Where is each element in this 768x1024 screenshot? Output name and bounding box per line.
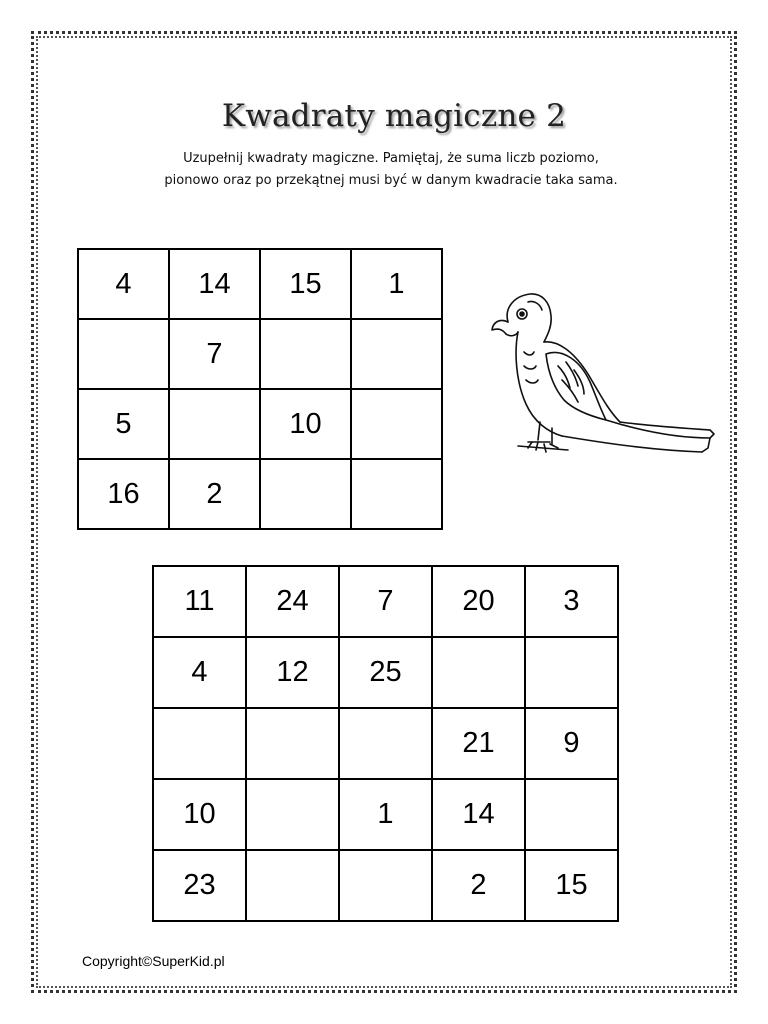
instructions-line-2: pionowo oraz po przekątnej musi być w danym kwadracie taka sama. [164,173,618,188]
grid-cell[interactable]: 7 [339,566,432,637]
grid-cell[interactable] [169,389,260,459]
parrot-illustration [478,282,718,464]
instructions-line-1: Uzupełnij kwadraty magiczne. Pamiętaj, że suma liczb poziomo, [183,151,599,166]
grid-cell[interactable] [351,389,442,459]
grid-cell[interactable] [351,459,442,529]
grid-cell[interactable] [339,708,432,779]
grid-cell[interactable] [432,637,525,708]
grid-cell[interactable] [339,850,432,921]
grid-cell[interactable]: 3 [525,566,618,637]
grid-cell[interactable]: 14 [432,779,525,850]
grid-cell[interactable] [78,319,169,389]
grid-cell[interactable]: 15 [525,850,618,921]
grid-cell[interactable] [525,779,618,850]
grid-cell[interactable] [260,319,351,389]
grid-cell[interactable]: 25 [339,637,432,708]
grid-cell[interactable]: 16 [78,459,169,529]
grid-cell[interactable] [246,779,339,850]
grid-cell[interactable]: 1 [339,779,432,850]
grid-row [78,249,442,319]
grid-cell[interactable]: 23 [153,850,246,921]
grid-row [78,459,442,529]
magic-square-4x4 [77,248,443,530]
grid-row [153,779,618,850]
grid-cell[interactable]: 4 [78,249,169,319]
grid-cell[interactable] [246,708,339,779]
grid-cell[interactable]: 2 [432,850,525,921]
grid-row [78,319,442,389]
grid-cell[interactable]: 12 [246,637,339,708]
grid-cell[interactable]: 20 [432,566,525,637]
page-title: Kwadraty magiczne 2 [221,98,567,134]
grid-cell[interactable] [351,319,442,389]
grid-cell[interactable]: 21 [432,708,525,779]
grid-row [153,708,618,779]
grid-cell[interactable] [246,850,339,921]
grid-cell[interactable]: 15 [260,249,351,319]
grid-cell[interactable]: 11 [153,566,246,637]
grid-cell[interactable] [260,459,351,529]
grid-cell[interactable]: 5 [78,389,169,459]
grid-cell[interactable] [525,637,618,708]
grid-row [153,566,618,637]
grid-cell[interactable]: 4 [153,637,246,708]
grid-row [153,637,618,708]
grid-cell[interactable]: 14 [169,249,260,319]
grid-cell[interactable]: 7 [169,319,260,389]
grid-cell[interactable]: 10 [260,389,351,459]
grid-cell[interactable]: 24 [246,566,339,637]
grid-row [153,850,618,921]
grid-cell[interactable] [153,708,246,779]
grid-cell[interactable]: 1 [351,249,442,319]
instructions [0,148,768,192]
grid-cell[interactable]: 10 [153,779,246,850]
grid-cell[interactable]: 2 [169,459,260,529]
copyright-notice: Copyright©SuperKid.pl [82,953,225,969]
grid-cell[interactable]: 9 [525,708,618,779]
magic-square-5x5 [152,565,619,922]
grid-row [78,389,442,459]
